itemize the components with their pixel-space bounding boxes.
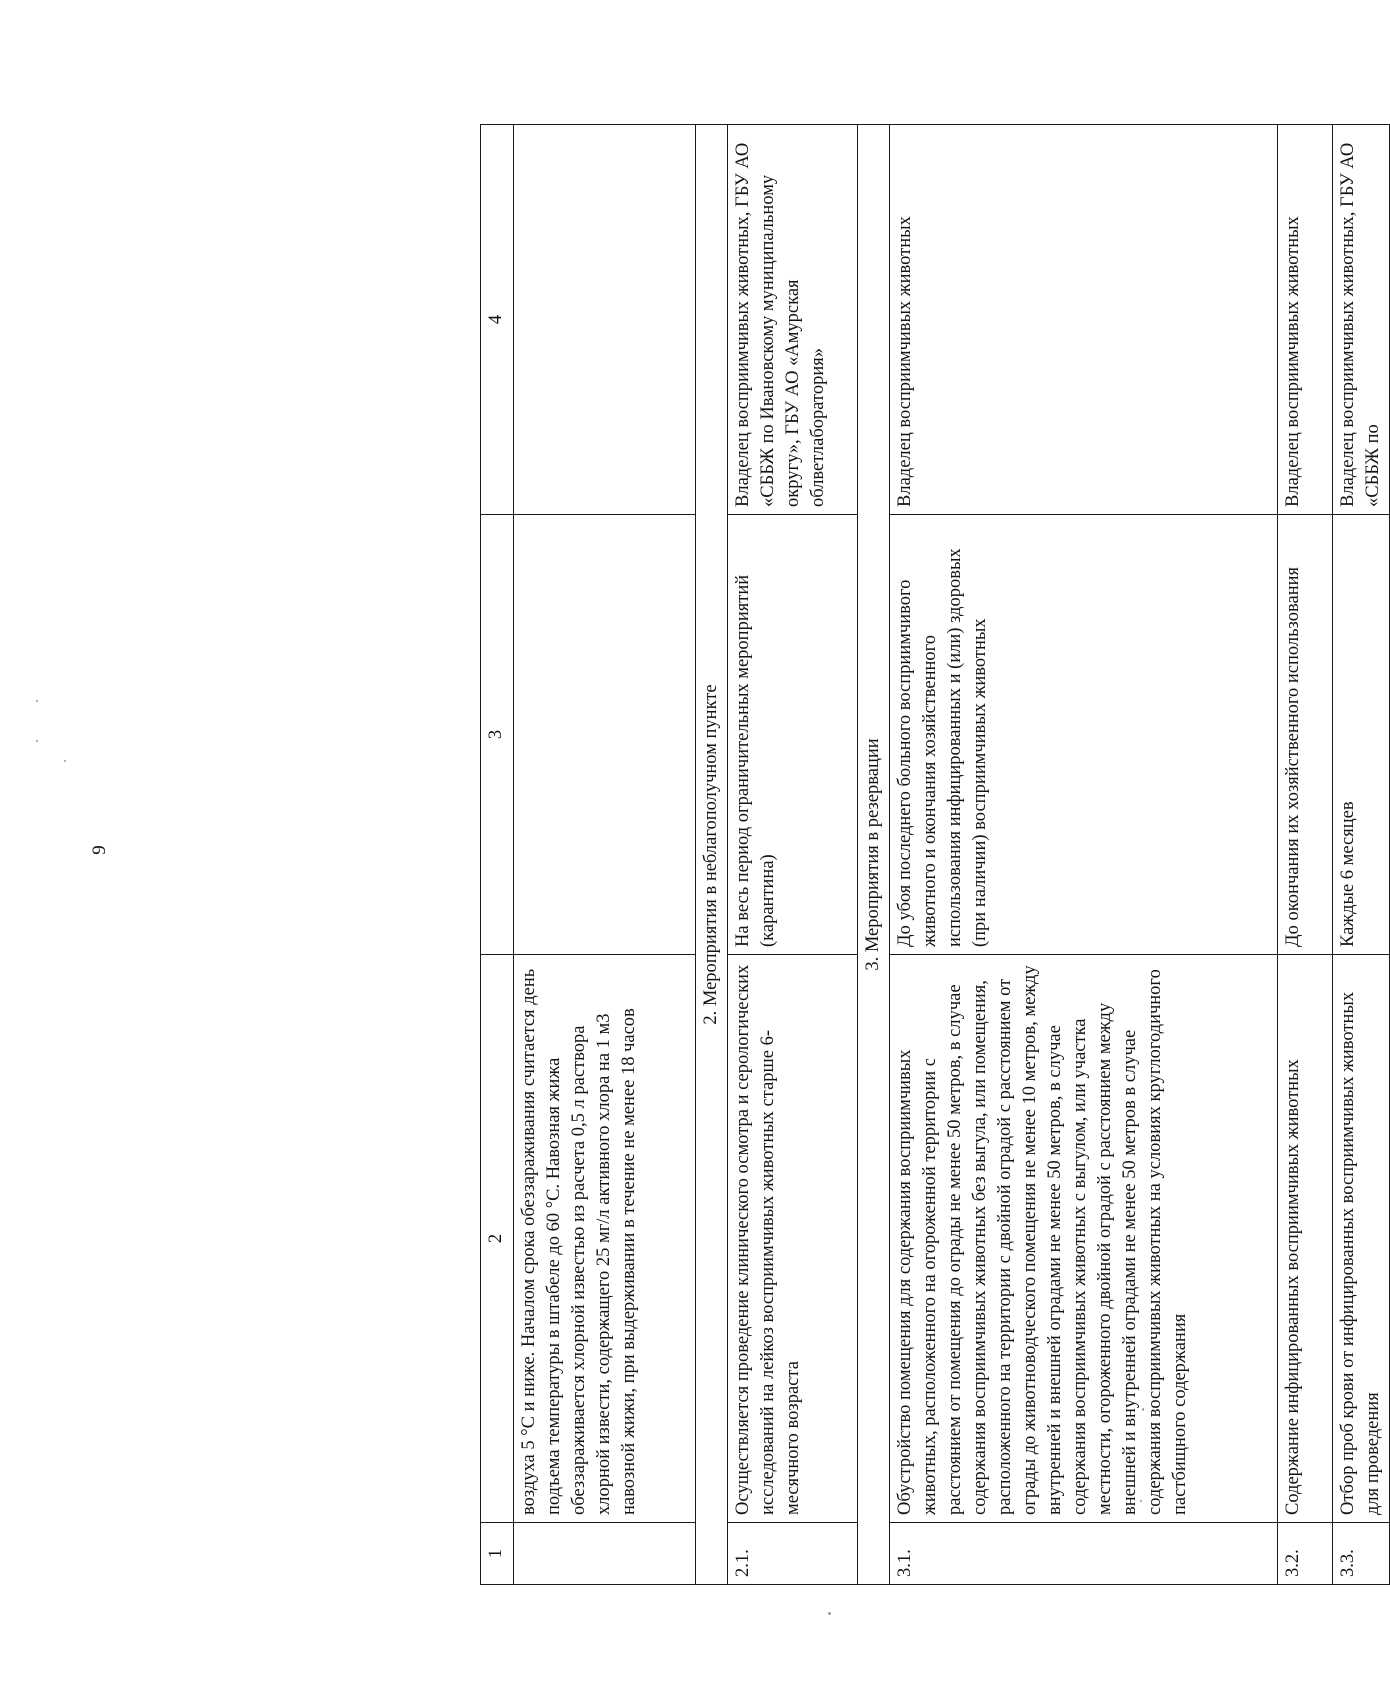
continuation-row	[514, 125, 696, 1585]
term-cell	[514, 515, 696, 955]
row-num: 2.1.	[728, 1523, 858, 1585]
table-row	[890, 125, 1278, 1585]
header-col-1: 1	[481, 1523, 514, 1585]
responsible-cell: Владелец восприимчивых животных	[1278, 125, 1333, 515]
term-cell: На весь период ограничительных мероприятий (карантина)	[728, 515, 858, 955]
header-col-4: 4	[481, 125, 514, 515]
measure-cell: Обустройство помещения для содержания восприимчивых животных, расположенного на огороженной территории с расстоянием от помещения до ограды не менее 50 метров, в случае содержания восприимчивых животных без выгула, или помещения, расположенного на территории с двойной оградой с расстоянием от ограды до животноводческого помещения не менее 10 метров, между внутренней и внешней оградами не менее 50 метров, в случае содержания восприимчивых животных с выгулом, или участка местности, огороженного двойной оградой с расстоянием между внешней и внутренней оградами не менее 50 метров в случае содержания восприимчивых животных на условиях круглогодичного пастбищного содержания	[890, 955, 1278, 1523]
measure-cell: Содержание инфицированных восприимчивых животных	[1278, 955, 1333, 1523]
header-col-3: 3	[481, 515, 514, 955]
scan-speck	[828, 1612, 831, 1615]
measure-cell: Осуществляется проведение клинического осмотра и серологических исследований на лейкоз восприимчивых животных старше 6-месячного возраста	[728, 955, 858, 1523]
rotated-table-wrapper	[480, 125, 1383, 1585]
term-cell: До окончания их хозяйственного использования	[1278, 515, 1333, 955]
term-cell: Каждые 6 месяцев	[1333, 515, 1390, 955]
responsible-cell: Владелец восприимчивых животных, ГБУ АО «СББЖ по Ивановскому муниципальному округу», ГБУ АО «Амурская облветлаборатория»	[728, 125, 858, 515]
section-heading-row	[858, 125, 890, 1585]
section-heading-row	[696, 125, 728, 1585]
section-title: 2. Мероприятия в неблагополучном пункте	[696, 125, 728, 1585]
responsible-cell	[514, 125, 696, 515]
header-col-2: 2	[481, 955, 514, 1523]
measure-cell: Отбор проб крови от инфицированных восприимчивых животных для проведения	[1333, 955, 1390, 1523]
measure-cell: воздуха 5 °С и ниже. Началом срока обеззараживания считается день подъема температуры в штабеле до 60 °С. Навозная жижа обеззараживается хлорной известью из расчета 0,5 л раствора хлорной извести, содержащего 25 мг/л активного хлора на 1 м3 навозной жижи, при выдерживании в течение не менее 18 часов	[514, 955, 696, 1523]
section-title: 3. Мероприятия в резервации	[858, 125, 890, 1585]
measures-table	[480, 124, 1390, 1585]
scan-speck	[1140, 1500, 1142, 1502]
scan-speck	[1142, 1408, 1144, 1411]
responsible-cell: Владелец восприимчивых животных, ГБУ АО «СББЖ по	[1333, 125, 1390, 515]
scan-speck	[36, 700, 38, 702]
row-num: 3.2.	[1278, 1523, 1333, 1585]
table-row	[1278, 125, 1333, 1585]
scan-speck	[64, 760, 66, 762]
responsible-cell: Владелец восприимчивых животных	[890, 125, 1278, 515]
header-row	[481, 125, 514, 1585]
table-row	[728, 125, 858, 1585]
scan-speck	[36, 740, 38, 742]
page-number: 9	[89, 845, 110, 855]
row-num: 3.1.	[890, 1523, 1278, 1585]
table-row	[1333, 125, 1390, 1585]
term-cell: До убоя последнего больного восприимчивого животного и окончания хозяйственного использования инфицированных и (или) здоровых (при наличии) восприимчивых животных	[890, 515, 1278, 955]
row-num	[514, 1523, 696, 1585]
row-num: 3.3.	[1333, 1523, 1390, 1585]
